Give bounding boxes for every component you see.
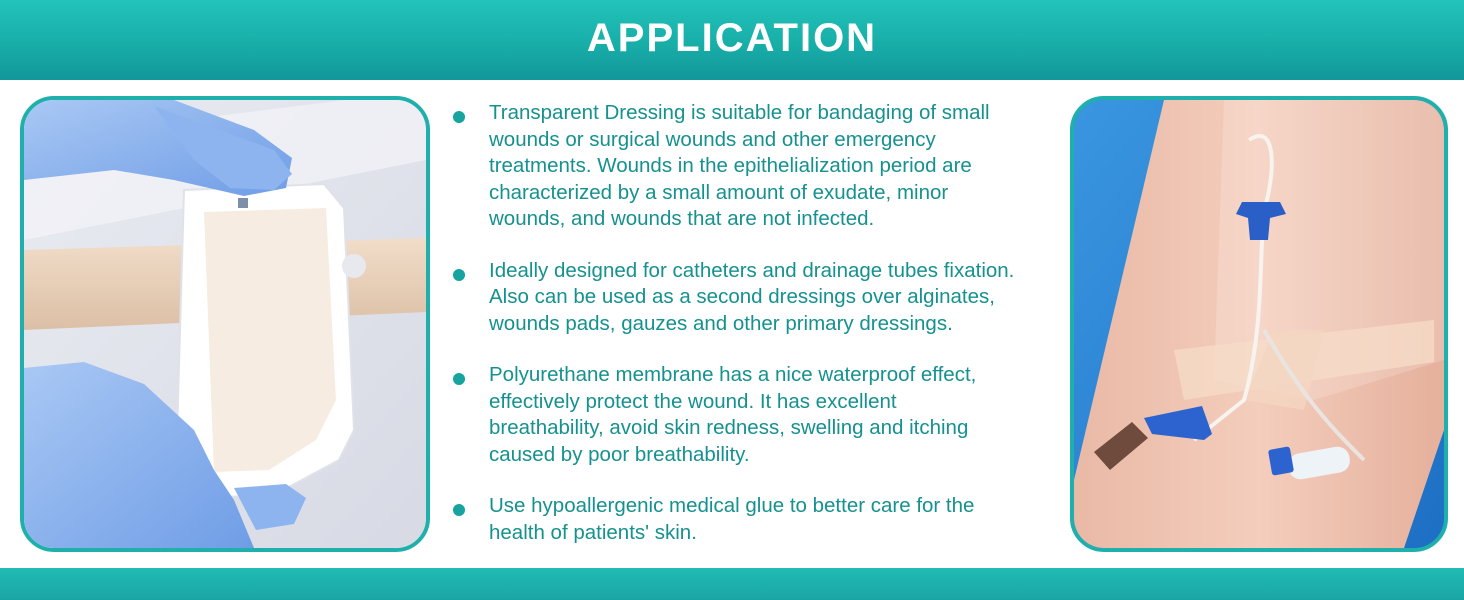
bullet-text: Use hypoallergenic medical glue to better care for the health of patients' skin. [489, 494, 975, 544]
list-item [450, 362, 1060, 468]
list-item [450, 493, 1060, 546]
bullet-icon [453, 504, 465, 516]
bullet-text: Transparent Dressing is suitable for bandaging of small wounds or surgical wounds and other emergency treatments. Wounds in the epithelialization period are characterized by a small amount of exudate, minor wounds, and wounds that are not infected. [489, 101, 990, 230]
page-title: APPLICATION [586, 16, 878, 60]
catheter-fixation-photo [1070, 96, 1448, 552]
bullet-text: Polyurethane membrane has a nice waterproof effect, effectively protect the wound. It has excellent breathability, avoid skin redness, swelling and itching caused by poor breathability. [489, 363, 977, 466]
bullet-icon [453, 269, 465, 281]
bullet-text: Ideally designed for catheters and drainage tubes fixation. Also can be used as a second dressings over alginates, wounds pads, gauzes and other primary dressings. [489, 258, 1015, 335]
bullet-icon [453, 111, 465, 123]
dressing-application-illustration [24, 100, 426, 548]
list-item [450, 258, 1060, 338]
bullet-icon [453, 373, 465, 385]
footer-banner [0, 568, 1464, 600]
catheter-fixation-illustration [1074, 100, 1444, 548]
application-bullet-list [450, 100, 1060, 571]
dressing-application-photo [20, 96, 430, 552]
list-item [450, 100, 1060, 233]
